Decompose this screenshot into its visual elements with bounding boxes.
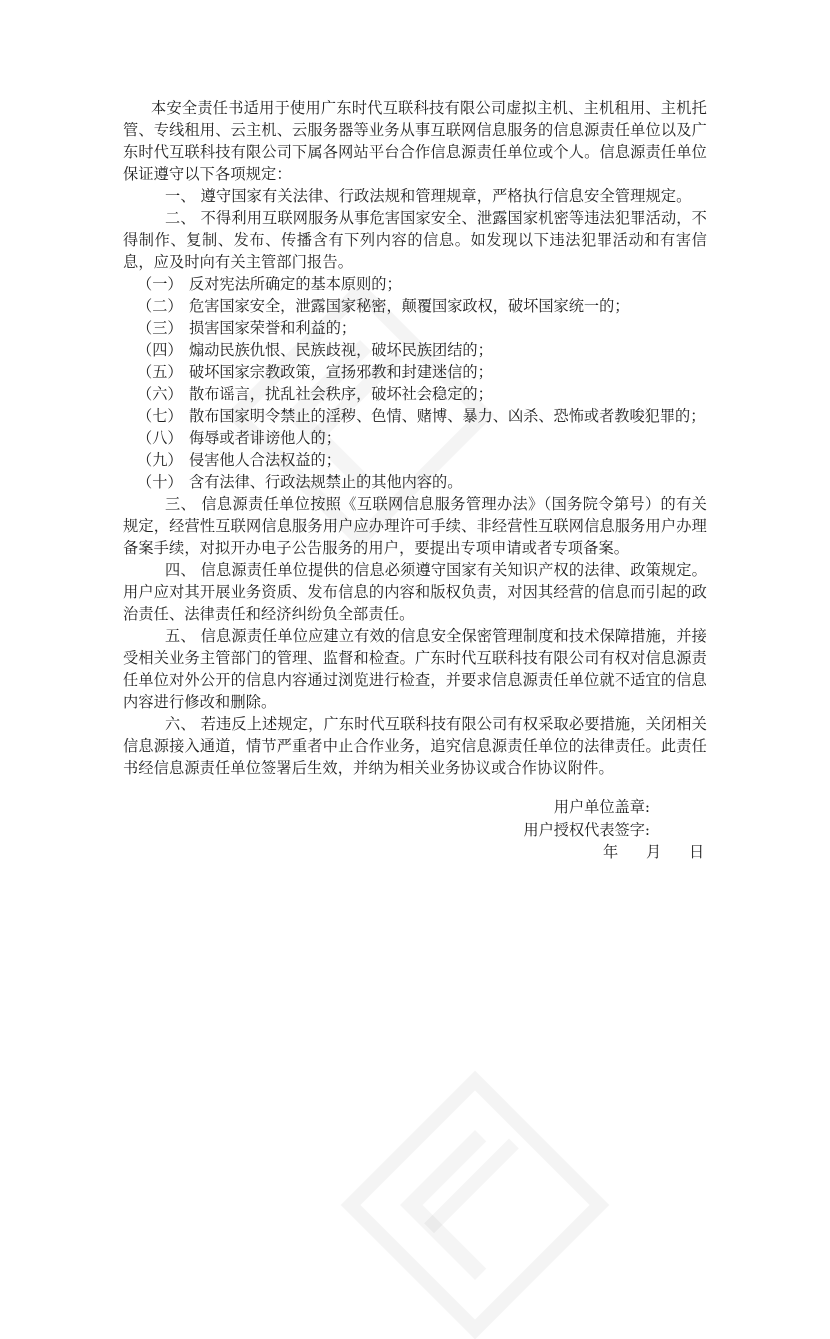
list-item-number: （十） — [137, 473, 183, 491]
representative-signature-label: 用户授权代表签字: — [523, 820, 650, 839]
clause-text: 信息源责任单位提供的信息必须遵守国家有关知识产权的法律、政策规定。用户应对其开展业务资质、发布信息的内容和版权负责，对因其经营的信息而引起的政治责任、法律责任和经济纠纷负全部责任。 — [123, 561, 707, 623]
list-item-text: 侵害他人合法权益的； — [189, 451, 341, 469]
list-item — [123, 383, 707, 405]
clause-number: 一、 — [165, 187, 196, 205]
list-item-text: 煽动民族仇恨、民族歧视，破坏民族团结的； — [189, 341, 493, 359]
clause-number: 四、 — [165, 561, 196, 579]
intro-paragraph: 本安全责任书适用于使用广东时代互联科技有限公司虚拟主机、主机租用、主机托管、专线租用、云主机、云服务器等业务从事互联网信息服务的信息源责任单位以及广东时代互联科技有限公司下属各网站平台合作信息源责任单位或个人。信息源责任单位保证遵守以下各项规定： — [123, 99, 707, 183]
list-item-text: 危害国家安全，泄露国家秘密，颠覆国家政权，破坏国家统一的； — [189, 297, 630, 315]
watermark-glyph — [400, 1130, 550, 1280]
list-item — [123, 339, 707, 361]
list-item — [123, 361, 707, 383]
date-day-label: 日 — [689, 843, 705, 861]
list-item — [123, 273, 707, 295]
list-item-number: （一） — [137, 275, 183, 293]
date-month-label: 月 — [646, 843, 662, 861]
list-item-number: （九） — [137, 451, 183, 469]
clause-text: 不得利用互联网服务从事危害国家安全、泄露国家机密等违法犯罪活动，不得制作、复制、发布、传播含有下列内容的信息。如发现以下违法犯罪活动和有害信息，应及时向有关主管部门报告。 — [123, 209, 707, 271]
clause-3 — [123, 493, 707, 559]
date-year-label: 年 — [603, 843, 619, 861]
list-item-text: 散布谣言，扰乱社会秩序，破坏社会稳定的； — [189, 385, 493, 403]
clause-number: 三、 — [165, 495, 197, 513]
list-item — [123, 317, 707, 339]
list-item-number: （二） — [137, 297, 183, 315]
clause-text: 信息源责任单位应建立有效的信息安全保密管理制度和技术保障措施，并接受相关业务主管部门的管理、监督和检查。广东时代互联科技有限公司有权对信息源责任单位对外公开的信息内容通过浏览进行检查，并要求信息源责任单位就不适宜的信息内容进行修改和删除。 — [123, 627, 707, 711]
list-item — [123, 405, 707, 427]
list-item-number: （七） — [137, 407, 183, 425]
watermark-logo — [341, 1071, 610, 1339]
clause-number: 六、 — [165, 715, 196, 733]
list-item-text: 反对宪法所确定的基本原则的； — [189, 275, 402, 293]
watermark-glyph-stroke — [424, 1139, 519, 1234]
clause-4 — [123, 559, 707, 625]
clause-number: 五、 — [165, 627, 196, 645]
list-item-text: 散布国家明令禁止的淫秽、色情、赌博、暴力、凶杀、恐怖或者教唆犯罪的； — [189, 407, 706, 425]
clause-number: 二、 — [165, 209, 196, 227]
clause-text: 信息源责任单位按照《互联网信息服务管理办法》（国务院令第号）的有关规定，经营性互联网信息服务用户应办理许可手续、非经营性互联网信息服务用户办理备案手续，对拟开办电子公告服务的用户，要提出专项申请或者专项备案。 — [123, 495, 707, 557]
clause-text: 若违反上述规定，广东时代互联科技有限公司有权采取必要措施，关闭相关信息源接入通道，情节严重者中止合作业务，追究信息源责任单位的法律责任。此责任书经信息源责任单位签署后生效，并纳为相关业务协议或合作协议附件。 — [123, 715, 707, 777]
signature-block — [470, 796, 650, 841]
list-item-number: （五） — [137, 363, 183, 381]
list-item-number: （四） — [137, 341, 183, 359]
list-item — [123, 427, 707, 449]
list-item — [123, 295, 707, 317]
clause-text: 遵守国家有关法律、行政法规和管理规章，严格执行信息安全管理规定。 — [200, 187, 692, 205]
list-item-number: （八） — [137, 429, 183, 447]
clause-1 — [123, 185, 707, 207]
clause-2 — [123, 207, 707, 273]
company-seal-label: 用户单位盖章: — [553, 798, 650, 816]
prohibited-content-list — [123, 273, 707, 493]
list-item-number: （六） — [137, 385, 183, 403]
list-item-text: 含有法律、行政法规禁止的其他内容的。 — [189, 473, 463, 491]
list-item — [123, 471, 707, 493]
list-item-number: （三） — [137, 319, 183, 337]
list-item — [123, 449, 707, 471]
clause-6 — [123, 713, 707, 779]
list-item-text: 损害国家荣誉和利益的； — [189, 319, 357, 337]
clause-5 — [123, 625, 707, 713]
list-item-text: 侮辱或者诽谤他人的； — [189, 429, 341, 447]
document-body — [123, 97, 707, 779]
signature-date — [603, 841, 704, 863]
list-item-text: 破坏国家宗教政策，宣扬邪教和封建迷信的； — [189, 363, 493, 381]
